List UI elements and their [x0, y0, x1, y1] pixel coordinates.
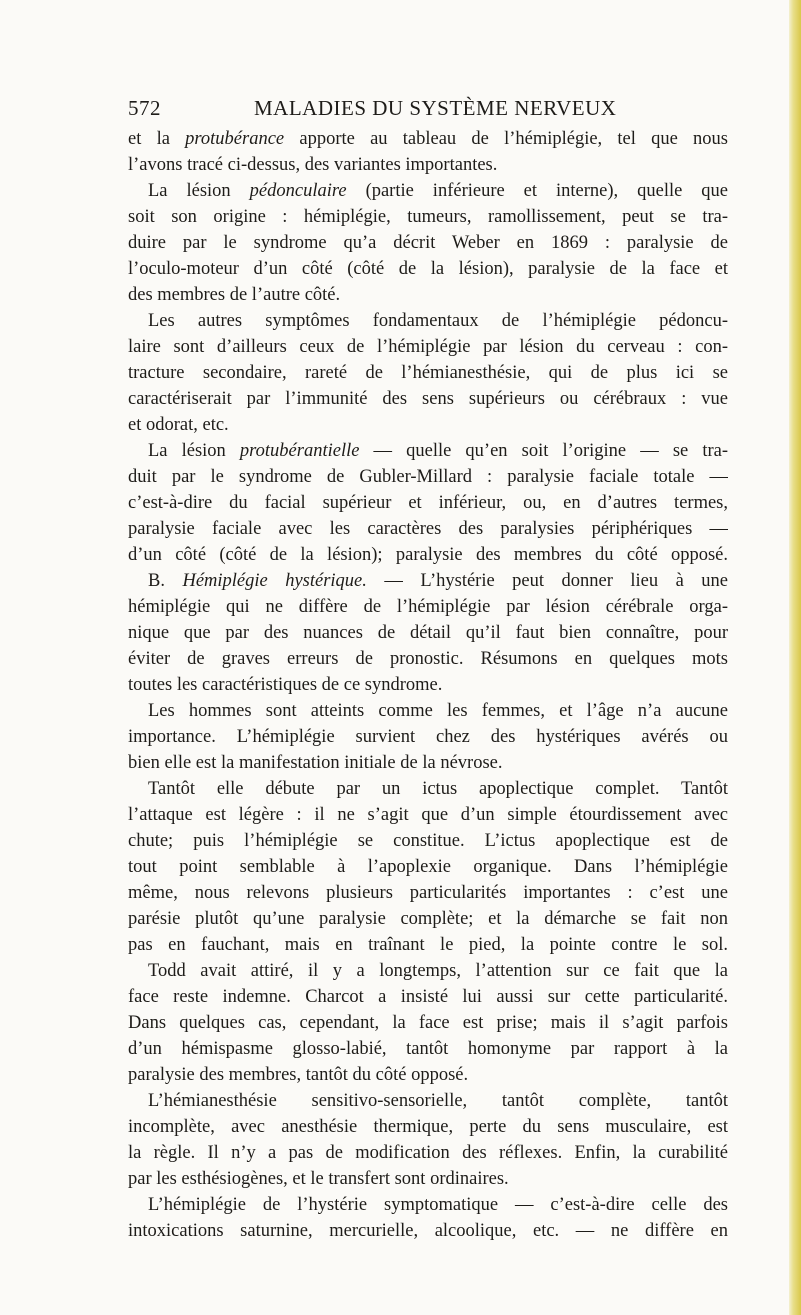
text-line: [128, 802, 728, 828]
text-line: [128, 282, 728, 308]
text-line: [128, 776, 728, 802]
text-line: [128, 412, 728, 438]
text-segment: bien elle est la manifestation initiale de la névrose.: [128, 753, 503, 773]
text-segment: parésie plutôt qu’une paralysie complète; et la démarche se fait non: [128, 909, 728, 929]
text-segment: intoxications saturnine, mercurielle, alcoolique, etc. — ne diffère en: [128, 1221, 728, 1241]
italic-term: pédonculaire: [249, 181, 347, 201]
text-segment: soit son origine : hémiplégie, tumeurs, ramollissement, peut se tra-: [128, 207, 728, 227]
text-line: [128, 490, 728, 516]
text-segment: éviter de graves erreurs de pronostic. Résumons en quelques mots: [128, 649, 728, 669]
text-segment: même, nous relevons plusieurs particularités importantes : c’est une: [128, 883, 728, 903]
text-segment: et odorat, etc.: [128, 415, 229, 435]
text-line: [128, 1036, 728, 1062]
text-line: [128, 126, 728, 152]
text-line: [128, 1010, 728, 1036]
text-segment: la règle. Il n’y a pas de modification des réflexes. Enfin, la curabilité: [128, 1143, 728, 1163]
text-line: [128, 1062, 728, 1088]
text-segment: La lésion: [148, 181, 250, 201]
text-line: [128, 984, 728, 1010]
text-segment: et la: [128, 129, 186, 149]
text-segment: La lésion: [148, 441, 240, 461]
text-line: [128, 1114, 728, 1140]
text-segment: l’attaque est légère : il ne s’agit que d’un simple étourdissement avec: [128, 805, 728, 825]
text-segment: laire sont d’ailleurs ceux de l’hémiplégie par lésion du cerveau : con-: [128, 337, 728, 357]
text-line: [128, 386, 728, 412]
text-segment: — L’hystérie peut donner lieu à une: [366, 571, 728, 591]
text-line: [128, 1088, 728, 1114]
text-segment: Todd avait attiré, il y a longtemps, l’attention sur ce fait que la: [148, 961, 728, 981]
text-line: [128, 1218, 728, 1244]
text-segment: nique que par des nuances de détail qu’il faut bien connaître, pour: [128, 623, 728, 643]
text-segment: hémiplégie qui ne diffère de l’hémiplégie par lésion cérébrale orga-: [128, 597, 728, 617]
text-segment: duit par le syndrome de Gubler-Millard : paralysie faciale totale —: [128, 467, 728, 487]
text-line: [128, 620, 728, 646]
page-edge: [789, 0, 801, 1315]
text-segment: tracture secondaire, rareté de l’hémianesthésie, qui de plus ici se: [128, 363, 728, 383]
text-segment: duire par le syndrome qu’a décrit Weber en 1869 : paralysie de: [128, 233, 728, 253]
text-segment: pas en fauchant, mais en traînant le pied, la pointe contre le sol.: [128, 935, 728, 955]
text-segment: Les autres symptômes fondamentaux de l’hémiplégie pédoncu-: [148, 311, 728, 331]
text-line: [128, 568, 728, 594]
text-segment: incomplète, avec anesthésie thermique, perte du sens musculaire, est: [128, 1117, 728, 1137]
text-line: [128, 828, 728, 854]
text-line: [128, 360, 728, 386]
text-segment: — quelle qu’en soit l’origine — se tra-: [359, 441, 728, 461]
text-line: [128, 438, 728, 464]
italic-term: protubérantielle: [239, 441, 360, 461]
text-segment: c’est-à-dire du facial supérieur et inférieur, ou, en d’autres termes,: [128, 493, 728, 513]
page-number: 572: [128, 96, 161, 120]
text-line: [128, 958, 728, 984]
running-title: MALADIES DU SYSTÈME NERVEUX: [254, 96, 617, 120]
text-line: [128, 646, 728, 672]
text-segment: (partie inférieure et interne), quelle que: [346, 181, 728, 201]
text-line: [128, 308, 728, 334]
text-segment: paralysie des membres, tantôt du côté opposé.: [128, 1065, 469, 1085]
text-line: [128, 854, 728, 880]
text-segment: apporte au tableau de l’hémiplégie, tel que nous: [284, 129, 728, 149]
text-segment: par les esthésiogènes, et le transfert sont ordinaires.: [128, 1169, 509, 1189]
text-segment: face reste indemne. Charcot a insisté lui aussi sur cette particularité.: [128, 987, 728, 1007]
text-segment: Dans quelques cas, cependant, la face est prise; mais il s’agit parfois: [128, 1013, 728, 1033]
text-segment: d’un côté (côté de la lésion); paralysie des membres du côté opposé.: [128, 545, 728, 565]
text-segment: des membres de l’autre côté.: [128, 285, 341, 305]
text-segment: l’avons tracé ci-dessus, des variantes importantes.: [128, 155, 498, 175]
italic-term: Hémiplégie hystérique.: [182, 571, 367, 591]
text-segment: l’oculo-moteur d’un côté (côté de la lésion), paralysie de la face et: [128, 259, 728, 279]
text-segment: Les hommes sont atteints comme les femmes, et l’âge n’a aucune: [148, 701, 728, 721]
text-line: [128, 932, 728, 958]
text-line: [128, 1192, 728, 1218]
text-segment: importance. L’hémiplégie survient chez des hystériques avérés ou: [128, 727, 728, 747]
text-line: [128, 880, 728, 906]
text-line: [128, 204, 728, 230]
text-line: [128, 724, 728, 750]
text-segment: L’hémiplégie de l’hystérie symptomatique — c’est-à-dire celle des: [148, 1195, 728, 1215]
text-line: [128, 178, 728, 204]
text-segment: toutes les caractéristiques de ce syndrome.: [128, 675, 443, 695]
text-line: [128, 906, 728, 932]
text-segment: tout point semblable à l’apoplexie organique. Dans l’hémiplégie: [128, 857, 728, 877]
body-text: [128, 126, 728, 1244]
text-segment: Tantôt elle débute par un ictus apoplectique complet. Tantôt: [148, 779, 728, 799]
text-line: [128, 672, 728, 698]
text-segment: caractériserait par l’immunité des sens supérieurs ou cérébraux : vue: [128, 389, 728, 409]
text-segment: paralysie faciale avec les caractères des paralysies périphériques —: [128, 519, 728, 539]
text-line: [128, 1140, 728, 1166]
text-line: [128, 1166, 728, 1192]
page-header: [128, 96, 728, 126]
text-line: [128, 750, 728, 776]
text-segment: d’un hémispasme glosso-labié, tantôt homonyme par rapport à la: [128, 1039, 728, 1059]
text-line: [128, 334, 728, 360]
text-line: [128, 464, 728, 490]
text-segment: chute; puis l’hémiplégie se constitue. L’ictus apoplectique est de: [128, 831, 728, 851]
italic-term: protubérance: [185, 129, 285, 149]
text-line: [128, 230, 728, 256]
text-line: [128, 542, 728, 568]
text-segment: B.: [148, 571, 183, 591]
text-line: [128, 516, 728, 542]
text-line: [128, 256, 728, 282]
text-line: [128, 698, 728, 724]
text-line: [128, 594, 728, 620]
text-line: [128, 152, 728, 178]
text-segment: L’hémianesthésie sensitivo-sensorielle, tantôt complète, tantôt: [148, 1091, 728, 1111]
